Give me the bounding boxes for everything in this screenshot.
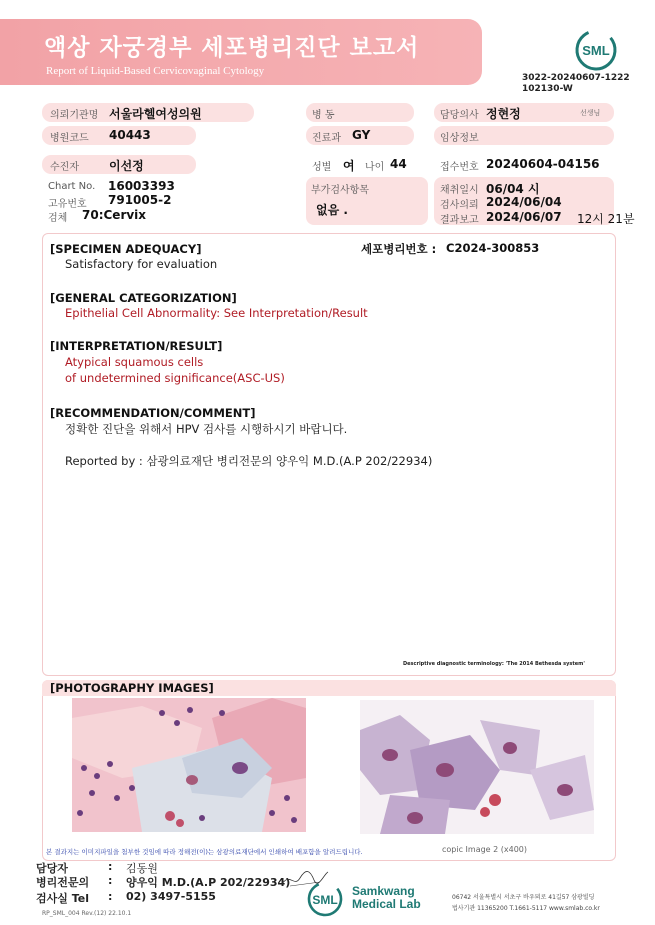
collect-label: 채취일시 [440, 185, 479, 196]
adequacy-text: Satisfactory for evaluation [65, 257, 218, 271]
specimen-value: 70:Cervix [82, 208, 147, 222]
extra-label: 부가검사항목 [311, 185, 369, 196]
age-label: 나이 [365, 162, 385, 173]
hospcode-value: 40443 [109, 128, 151, 142]
hospital-label: 의뢰기관명 [50, 110, 99, 121]
request-value: 2024/06/04 [486, 195, 562, 209]
receipt-label: 접수번호 [440, 162, 479, 173]
chart-value: 16003393 [108, 179, 175, 193]
pathologist-value: 양우익 M.D.(A.P 202/22934) [126, 876, 291, 889]
recommendation-heading: [RECOMMENDATION/COMMENT] [50, 406, 256, 420]
interpretation-line1: Atypical squamous cells [65, 355, 204, 369]
hospcode-label: 병원코드 [50, 133, 89, 144]
extra-value: 없음 . [316, 203, 348, 217]
pathologist-label: 병리전문의 [36, 876, 90, 889]
staff-label: 담당자 [36, 862, 68, 875]
microscopic-image-2 [360, 700, 594, 834]
interpretation-heading: [INTERPRETATION/RESULT] [50, 339, 223, 353]
photography-heading: [PHOTOGRAPHY IMAGES] [50, 681, 214, 695]
tel-label: 검사실 Tel [36, 892, 89, 905]
cytology-number-label: 세포병리번호 : [361, 242, 437, 256]
staff-value: 김동원 [126, 862, 158, 875]
collect-value: 06/04 시 [486, 182, 540, 196]
notice-line: 본 결과지는 이미지파일을 첨부한 것임에 따라 정해전(이)는 삼광의료재단에서 인쇄하여 배포함을 알려드립니다. [46, 848, 363, 856]
report-label: 결과보고 [440, 215, 479, 226]
report-time: 12시 21분 [577, 212, 635, 226]
doctor-value: 정현정 [486, 107, 521, 121]
age-value: 44 [390, 157, 407, 171]
sex-label: 성별 [312, 162, 332, 173]
doctor-suffix: 선생님 [580, 109, 601, 117]
report-subtitle: Report of Liquid-Based Cervicovaginal Cytology [46, 65, 265, 77]
general-heading: [GENERAL CATEGORIZATION] [50, 291, 237, 305]
form-number: RP_SML_004 Rev.(12) 22.10.1 [42, 910, 132, 917]
sml-logo-icon [574, 28, 618, 72]
image-caption-2: copic Image 2 (x400) [442, 845, 528, 854]
svg-text:SML: SML [582, 43, 610, 58]
patient-value: 이선정 [109, 159, 144, 173]
sml-footer-logo-icon [303, 880, 347, 918]
address: 06742 서울특별시 서초구 바우뫼로 41길57 삼광빌딩 [452, 894, 595, 901]
uid-label: 고유번호 [48, 199, 87, 210]
document-number: 3022-20240607-1222 102130-W [522, 73, 630, 94]
recommendation-text: 정확한 진단을 위해서 HPV 검사를 시행하시기 바랍니다. [65, 422, 348, 436]
chart-label: Chart No. [48, 181, 96, 192]
cytology-number: C2024-300853 [446, 241, 540, 255]
brand-name: Samkwang Medical Lab [352, 884, 421, 911]
ward-label: 병 동 [312, 110, 335, 121]
reported-by: Reported by : 삼광의료재단 병리전문의 양우익 M.D.(A.P 202/22934) [65, 454, 433, 468]
specimen-label: 검체 [48, 213, 68, 224]
tel-value: 02) 3497-5155 [126, 890, 216, 903]
hospital-value: 서울라헬여성의원 [109, 107, 202, 121]
business-info: 법사기관 11365200 T.1661-5117 www.smlab.co.kr [452, 905, 600, 912]
staff-colon: : [108, 860, 113, 873]
patient-label: 수진자 [50, 162, 79, 173]
clinical-label: 임상정보 [440, 133, 479, 144]
interpretation-line2: of undetermined significance(ASC-US) [65, 371, 285, 385]
doctor-label: 담당의사 [440, 110, 479, 121]
report-value: 2024/06/07 [486, 210, 562, 224]
general-text: Epithelial Cell Abnormality: See Interpretation/Result [65, 306, 368, 320]
pathologist-colon: : [108, 874, 113, 887]
tel-colon: : [108, 890, 113, 903]
sex-value: 여 [343, 159, 355, 173]
terminology-note: Descriptive diagnostic terminology: 'The 2014 Bethesda system' [403, 661, 585, 667]
report-title: 액상 자궁경부 세포병리진단 보고서 [44, 35, 420, 61]
dept-label: 진료과 [312, 133, 341, 144]
svg-text:SML: SML [312, 893, 338, 907]
receipt-value: 20240604-04156 [486, 157, 600, 171]
request-label: 검사의뢰 [440, 200, 479, 211]
microscopic-image-1 [72, 698, 306, 832]
uid-value: 791005-2 [108, 193, 172, 207]
dept-value: GY [352, 128, 371, 142]
adequacy-heading: [SPECIMEN ADEQUACY] [50, 242, 202, 256]
